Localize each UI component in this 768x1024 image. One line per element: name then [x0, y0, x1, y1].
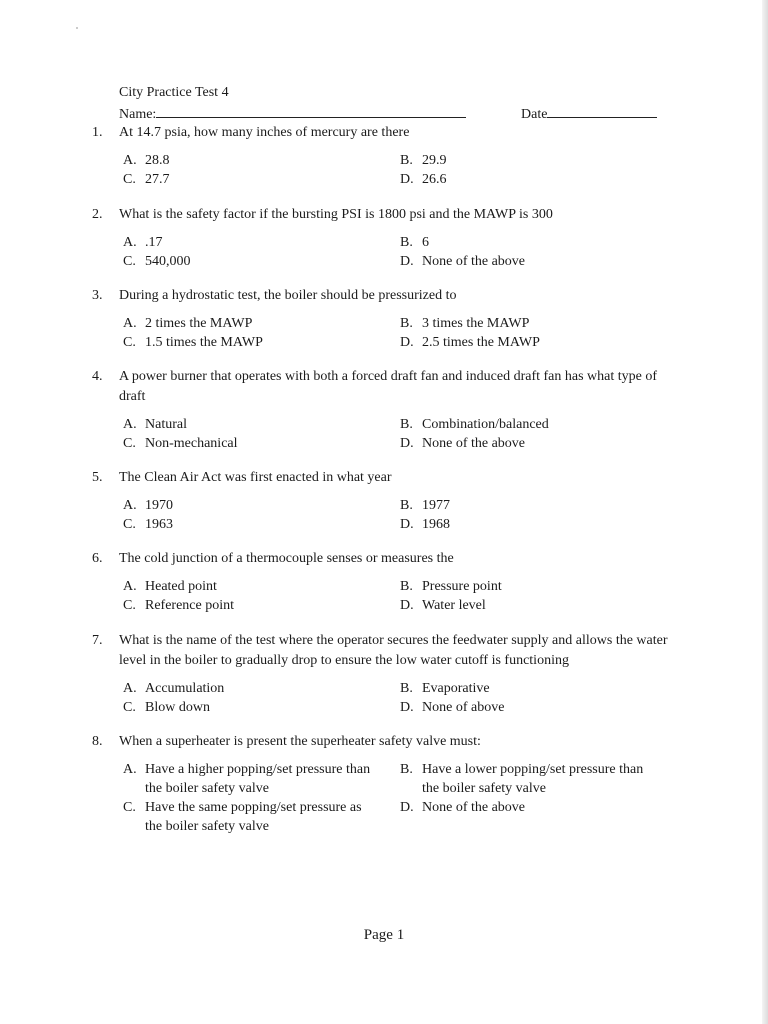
- question-text: What is the name of the test where the operator secures the feedwater supply and allows the water level in the boiler to gradually drop to ensure the low water cutoff is functioning: [119, 633, 668, 668]
- option-letter: A.: [123, 316, 137, 331]
- question-text: The Clean Air Act was first enacted in what year: [119, 470, 392, 485]
- option-letter: D.: [400, 335, 414, 350]
- option-text: None of above: [422, 700, 505, 715]
- option-text: Have a higher popping/set pressure than the boiler safety valve: [145, 762, 371, 796]
- option-text: 26.6: [422, 172, 447, 187]
- option-text: 1.5 times the MAWP: [145, 335, 263, 350]
- option-letter: A.: [123, 762, 137, 777]
- option-letter: B.: [400, 417, 413, 432]
- option-letter: D.: [400, 598, 414, 613]
- question-4: [92, 367, 672, 453]
- option-letter: A.: [123, 498, 137, 513]
- test-header: [119, 83, 664, 123]
- option-text: Have the same popping/set pressure as the boiler safety valve: [145, 800, 362, 834]
- question-6: [92, 549, 672, 615]
- option-letter: B.: [400, 498, 413, 513]
- option-letter: C.: [123, 700, 136, 715]
- option-a[interactable]: [123, 496, 373, 515]
- option-a[interactable]: [123, 415, 373, 434]
- question-8: [92, 732, 672, 836]
- option-text: 1968: [422, 517, 450, 532]
- question-number: 7.: [92, 633, 103, 648]
- name-blank-line[interactable]: [156, 103, 466, 118]
- option-b[interactable]: [400, 151, 660, 170]
- option-c[interactable]: [123, 434, 373, 453]
- option-text: 1977: [422, 498, 450, 513]
- answer-options: [92, 314, 672, 352]
- option-text: Accumulation: [145, 681, 225, 696]
- option-letter: A.: [123, 579, 137, 594]
- option-text: Pressure point: [422, 579, 502, 594]
- option-text: Non-mechanical: [145, 436, 238, 451]
- option-text: Blow down: [145, 700, 210, 715]
- option-text: None of the above: [422, 254, 526, 269]
- answer-options: [92, 679, 672, 717]
- scan-speck: [76, 27, 78, 29]
- option-letter: D.: [400, 517, 414, 532]
- option-text: 28.8: [145, 153, 170, 168]
- option-d[interactable]: [400, 170, 660, 189]
- question-3: [92, 286, 672, 352]
- option-text: 3 times the MAWP: [422, 316, 530, 331]
- answer-options: [92, 415, 672, 453]
- option-letter: D.: [400, 172, 414, 187]
- question-number: 6.: [92, 551, 103, 566]
- question-number: 1.: [92, 125, 103, 140]
- option-letter: A.: [123, 153, 137, 168]
- option-text: Natural: [145, 417, 187, 432]
- option-text: Have a lower popping/set pressure than the boiler safety valve: [422, 762, 644, 796]
- option-text: None of the above: [422, 800, 526, 815]
- option-a[interactable]: [123, 233, 373, 252]
- option-text: 2.5 times the MAWP: [422, 335, 540, 350]
- question-2: [92, 205, 672, 271]
- question-number: 5.: [92, 470, 103, 485]
- option-a[interactable]: [123, 577, 373, 596]
- option-b[interactable]: [400, 415, 660, 434]
- option-text: 1963: [145, 517, 173, 532]
- question-number: 8.: [92, 734, 103, 749]
- date-blank-line[interactable]: [547, 103, 657, 118]
- question-text: The cold junction of a thermocouple senses or measures the: [119, 551, 454, 566]
- option-text: .17: [145, 235, 163, 250]
- option-text: Evaporative: [422, 681, 490, 696]
- option-text: 540,000: [145, 254, 191, 269]
- option-text: 27.7: [145, 172, 170, 187]
- question-text: What is the safety factor if the bursting PSI is 1800 psi and the MAWP is 300: [119, 207, 553, 222]
- page-number: Page 1: [363, 927, 405, 943]
- answer-options: [92, 577, 672, 615]
- option-a[interactable]: [123, 151, 373, 170]
- name-label: Name:: [119, 107, 157, 122]
- option-d[interactable]: [400, 698, 660, 717]
- option-letter: C.: [123, 436, 136, 451]
- option-letter: A.: [123, 235, 137, 250]
- option-text: 6: [422, 235, 429, 250]
- option-text: 1970: [145, 498, 173, 513]
- question-5: [92, 468, 672, 534]
- question-1: [92, 123, 672, 189]
- question-number: 4.: [92, 369, 103, 384]
- option-letter: C.: [123, 172, 136, 187]
- option-letter: D.: [400, 700, 414, 715]
- option-letter: B.: [400, 316, 413, 331]
- option-letter: B.: [400, 762, 413, 777]
- option-a[interactable]: [123, 679, 373, 698]
- option-letter: D.: [400, 254, 414, 269]
- answer-options: [92, 233, 672, 271]
- option-letter: C.: [123, 598, 136, 613]
- question-text: When a superheater is present the superheater safety valve must:: [119, 734, 481, 749]
- date-group: [521, 103, 657, 125]
- option-text: 2 times the MAWP: [145, 316, 253, 331]
- test-title: City Practice Test 4: [119, 85, 229, 100]
- option-letter: B.: [400, 153, 413, 168]
- option-b[interactable]: [400, 760, 660, 798]
- option-letter: B.: [400, 579, 413, 594]
- option-text: Heated point: [145, 579, 217, 594]
- question-number: 2.: [92, 207, 103, 222]
- option-text: None of the above: [422, 436, 526, 451]
- option-c[interactable]: [123, 252, 373, 271]
- option-letter: B.: [400, 235, 413, 250]
- option-d[interactable]: [400, 596, 660, 615]
- option-d[interactable]: [400, 434, 660, 453]
- option-d[interactable]: [400, 798, 660, 817]
- option-text: Water level: [422, 598, 486, 613]
- name-date-row: [119, 103, 664, 123]
- date-label: Date: [521, 107, 548, 122]
- option-b[interactable]: [400, 577, 660, 596]
- option-b[interactable]: [400, 314, 660, 333]
- option-c[interactable]: [123, 798, 373, 836]
- answer-options: [92, 151, 672, 189]
- option-a[interactable]: [123, 314, 373, 333]
- scan-edge: [762, 0, 768, 1024]
- option-text: Combination/balanced: [422, 417, 549, 432]
- option-c[interactable]: [123, 170, 373, 189]
- question-text: A power burner that operates with both a forced draft fan and induced draft fan has what type of draft: [119, 369, 658, 404]
- option-letter: A.: [123, 417, 137, 432]
- option-letter: C.: [123, 254, 136, 269]
- answer-options: [92, 760, 672, 836]
- option-letter: C.: [123, 335, 136, 350]
- option-c[interactable]: [123, 698, 373, 717]
- option-letter: D.: [400, 436, 414, 451]
- option-b[interactable]: [400, 496, 660, 515]
- option-letter: C.: [123, 517, 136, 532]
- option-d[interactable]: [400, 333, 660, 352]
- option-c[interactable]: [123, 333, 373, 352]
- option-text: Reference point: [145, 598, 235, 613]
- question-text: At 14.7 psia, how many inches of mercury are there: [119, 125, 410, 140]
- option-c[interactable]: [123, 515, 373, 534]
- question-7: [92, 631, 672, 717]
- question-text: During a hydrostatic test, the boiler should be pressurized to: [119, 288, 457, 303]
- question-number: 3.: [92, 288, 103, 303]
- option-d[interactable]: [400, 515, 660, 534]
- option-letter: A.: [123, 681, 137, 696]
- option-d[interactable]: [400, 252, 660, 271]
- option-letter: B.: [400, 681, 413, 696]
- option-letter: D.: [400, 800, 414, 815]
- option-b[interactable]: [400, 233, 660, 252]
- answer-options: [92, 496, 672, 534]
- option-text: 29.9: [422, 153, 447, 168]
- option-letter: C.: [123, 800, 136, 815]
- option-c[interactable]: [123, 596, 373, 615]
- option-a[interactable]: [123, 760, 373, 798]
- option-b[interactable]: [400, 679, 660, 698]
